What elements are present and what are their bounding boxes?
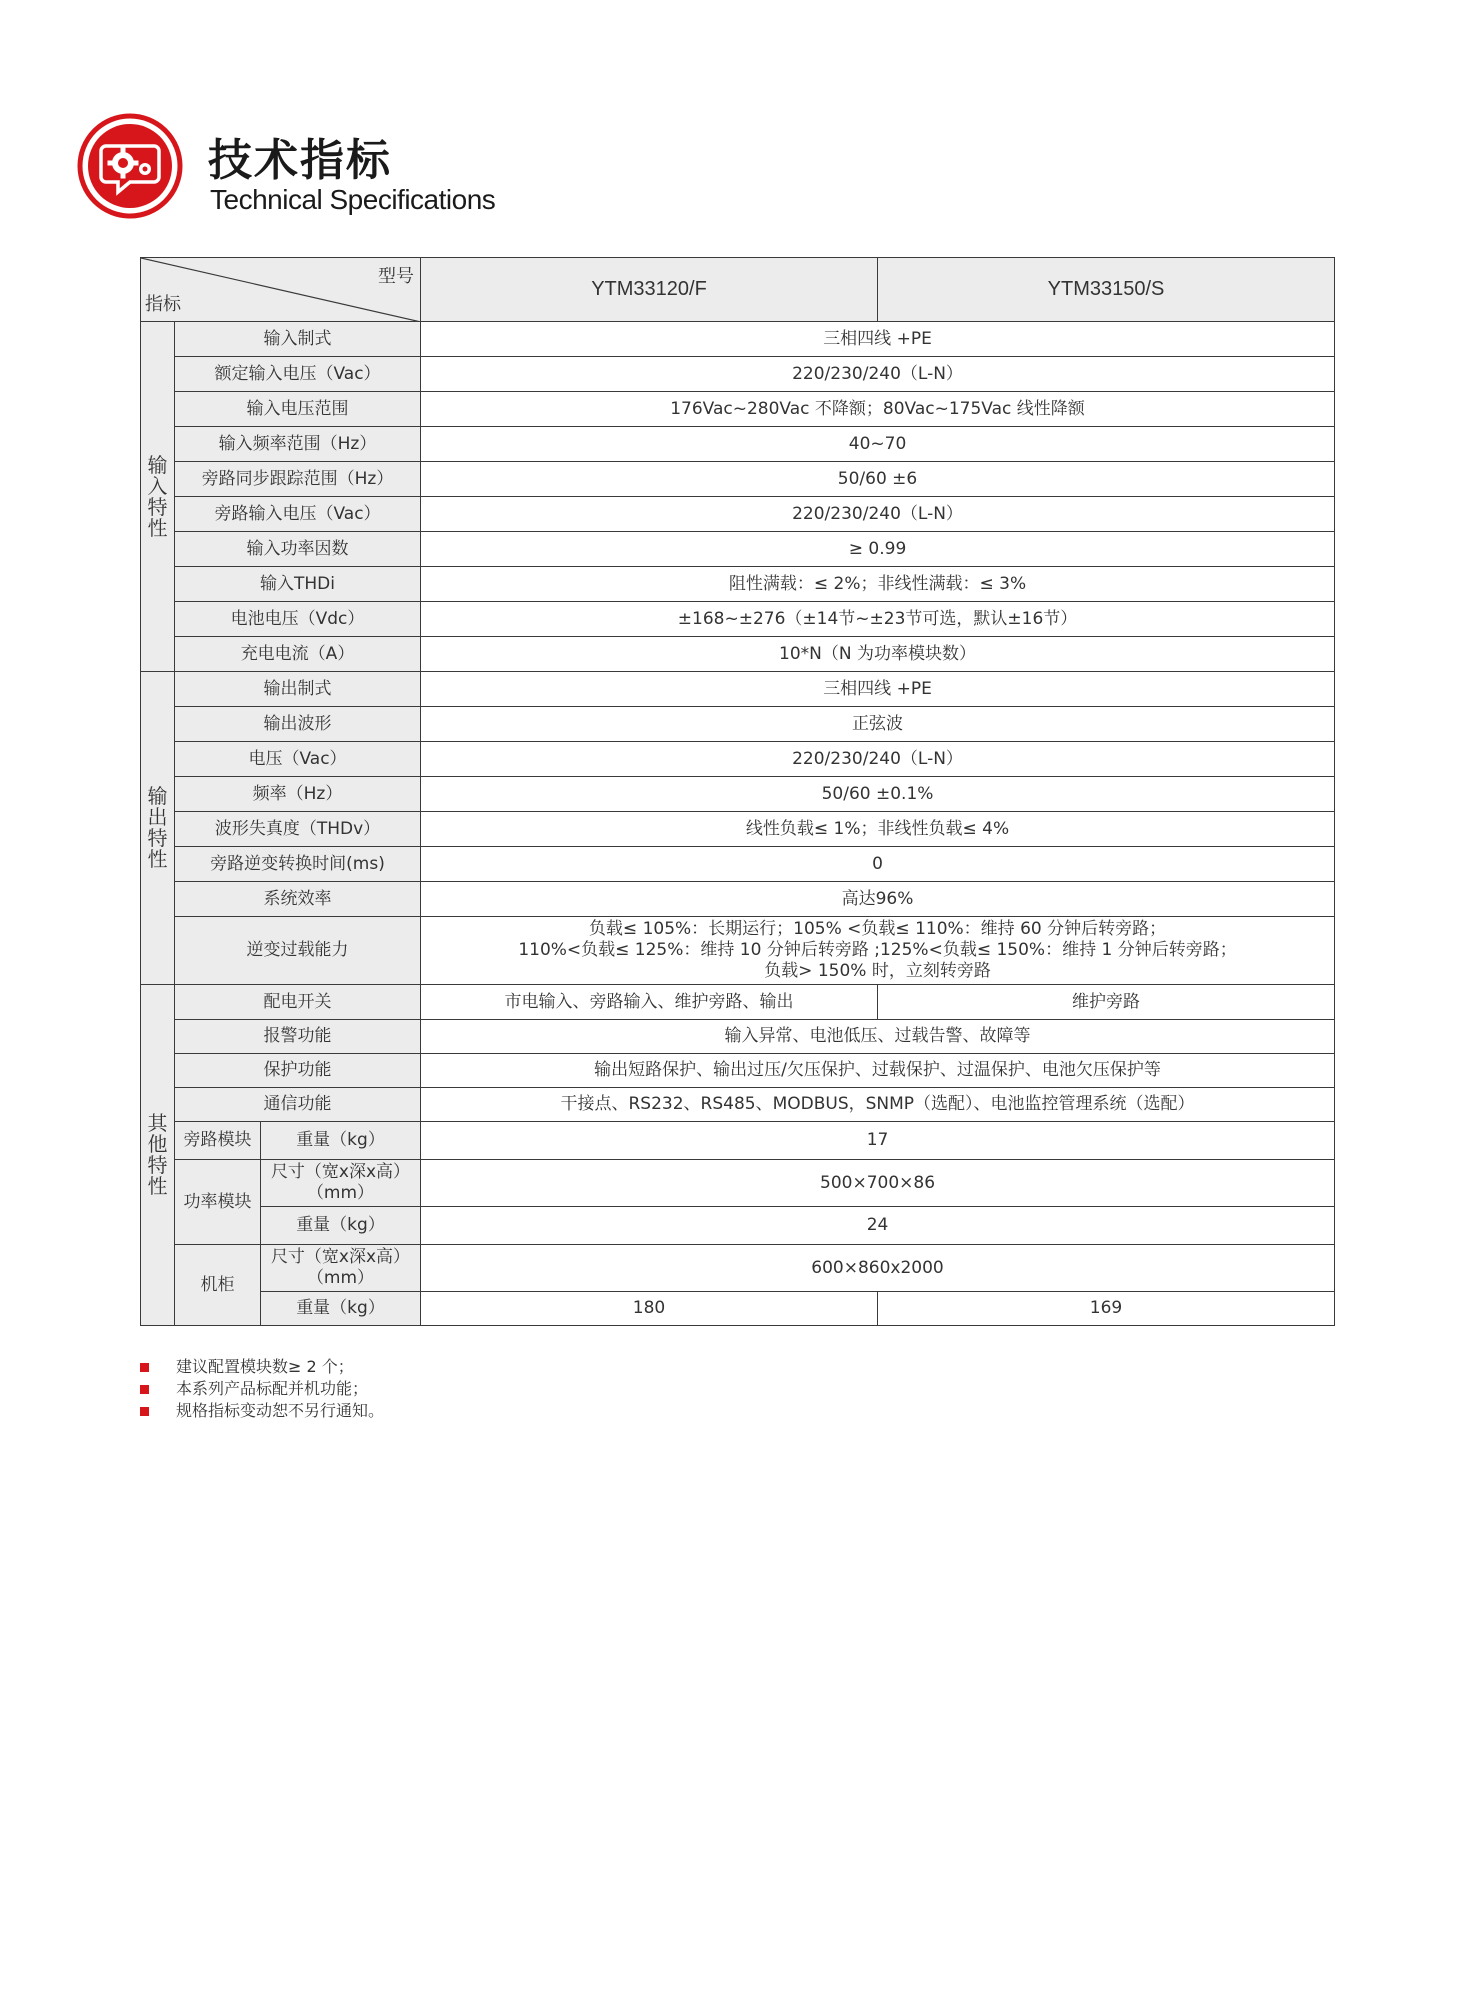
spec-value-overload: 负载≤ 105%：长期运行；105% <负载≤ 110%：维持 60 分钟后转旁路； 110%<负载≤ 125%：维持 10 分钟后转旁路 ;125%<负载≤ 150%：维持 1 分钟后转旁路； 负载> 150% 时，立刻转旁路 bbox=[421, 917, 1335, 985]
spec-value: 线性负载≤ 1%；非线性负载≤ 4% bbox=[421, 812, 1335, 847]
spec-label: 重量（kg） bbox=[261, 1207, 421, 1245]
spec-value: 高达96% bbox=[421, 882, 1335, 917]
spec-value: 40~70 bbox=[421, 427, 1335, 462]
spec-value: 50/60 ±0.1% bbox=[421, 777, 1335, 812]
spec-label: 输出波形 bbox=[175, 707, 421, 742]
spec-label: 输出制式 bbox=[175, 672, 421, 707]
spec-label: 频率（Hz） bbox=[175, 777, 421, 812]
spec-value: 600×860x2000 bbox=[421, 1245, 1335, 1292]
spec-value: 24 bbox=[421, 1207, 1335, 1245]
spec-value: 三相四线 +PE bbox=[421, 672, 1335, 707]
spec-label: 系统效率 bbox=[175, 882, 421, 917]
spec-label: 旁路逆变转换时间(ms) bbox=[175, 847, 421, 882]
model-header-label: 型号 bbox=[378, 266, 415, 287]
spec-label: 输入功率因数 bbox=[175, 532, 421, 567]
spec-label: 尺寸（宽x深x高） （mm） bbox=[261, 1160, 421, 1207]
spec-header-label: 指标 bbox=[145, 294, 181, 315]
page-subtitle: Technical Specifications bbox=[210, 184, 496, 215]
note-item: 规格指标变动恕不另行通知。 bbox=[140, 1400, 384, 1422]
group-bypass-module: 旁路模块 bbox=[175, 1122, 261, 1160]
spec-table bbox=[140, 257, 1335, 1326]
spec-value: 输出短路保护、输出过压/欠压保护、过载保护、过温保护、电池欠压保护等 bbox=[421, 1054, 1335, 1088]
spec-label: 电压（Vac） bbox=[175, 742, 421, 777]
spec-label: 报警功能 bbox=[175, 1020, 421, 1054]
spec-value: 输入异常、电池低压、过载告警、故障等 bbox=[421, 1020, 1335, 1054]
spec-label: 旁路输入电压（Vac） bbox=[175, 497, 421, 532]
spec-value: 220/230/240（L-N） bbox=[421, 357, 1335, 392]
bullet-square-icon bbox=[140, 1407, 149, 1416]
spec-label: 电池电压（Vdc） bbox=[175, 602, 421, 637]
spec-value: 220/230/240（L-N） bbox=[421, 497, 1335, 532]
spec-value: 176Vac~280Vac 不降额；80Vac~175Vac 线性降额 bbox=[421, 392, 1335, 427]
bullet-square-icon bbox=[140, 1363, 149, 1372]
spec-value: 0 bbox=[421, 847, 1335, 882]
spec-value: 三相四线 +PE bbox=[421, 322, 1335, 357]
spec-label: 配电开关 bbox=[175, 985, 421, 1020]
spec-value: 阻性满载：≤ 2%；非线性满载：≤ 3% bbox=[421, 567, 1335, 602]
spec-label: 额定输入电压（Vac） bbox=[175, 357, 421, 392]
spec-value: 17 bbox=[421, 1122, 1335, 1160]
spec-value: ≥ 0.99 bbox=[421, 532, 1335, 567]
bullet-square-icon bbox=[140, 1385, 149, 1394]
category-other: 其 他 特 性 bbox=[141, 985, 175, 1326]
spec-value: 市电输入、旁路输入、维护旁路、输出 bbox=[421, 985, 878, 1020]
spec-value: 干接点、RS232、RS485、MODBUS，SNMP（选配）、电池监控管理系统（选配） bbox=[421, 1088, 1335, 1122]
spec-value: 500×700×86 bbox=[421, 1160, 1335, 1207]
table-corner-header bbox=[141, 258, 421, 322]
spec-value: 维护旁路 bbox=[878, 985, 1335, 1020]
spec-label: 充电电流（A） bbox=[175, 637, 421, 672]
group-power-module: 功率模块 bbox=[175, 1160, 261, 1245]
gear-chat-icon bbox=[76, 112, 184, 220]
spec-label: 波形失真度（THDv） bbox=[175, 812, 421, 847]
spec-label: 输入THDi bbox=[175, 567, 421, 602]
category-output: 输 出 特 性 bbox=[141, 672, 175, 985]
spec-value: ±168~±276（±14节~±23节可选，默认±16节） bbox=[421, 602, 1335, 637]
spec-label: 输入制式 bbox=[175, 322, 421, 357]
page-header bbox=[76, 112, 676, 232]
spec-value: 10*N（N 为功率模块数） bbox=[421, 637, 1335, 672]
spec-value: 169 bbox=[878, 1292, 1335, 1326]
spec-value: 220/230/240（L-N） bbox=[421, 742, 1335, 777]
spec-value: 正弦波 bbox=[421, 707, 1335, 742]
spec-label: 输入电压范围 bbox=[175, 392, 421, 427]
footnotes bbox=[140, 1356, 384, 1422]
spec-label: 旁路同步跟踪范围（Hz） bbox=[175, 462, 421, 497]
spec-label: 逆变过载能力 bbox=[175, 917, 421, 985]
spec-label: 重量（kg） bbox=[261, 1122, 421, 1160]
spec-label: 输入频率范围（Hz） bbox=[175, 427, 421, 462]
note-item: 建议配置模块数≥ 2 个； bbox=[140, 1356, 384, 1378]
spec-label: 通信功能 bbox=[175, 1088, 421, 1122]
spec-label: 尺寸（宽x深x高） （mm） bbox=[261, 1245, 421, 1292]
category-input: 输 入 特 性 bbox=[141, 322, 175, 672]
model-column-header: YTM33120/F bbox=[421, 258, 878, 322]
page-title: 技术指标 bbox=[208, 135, 392, 186]
spec-label: 保护功能 bbox=[175, 1054, 421, 1088]
group-cabinet: 机柜 bbox=[175, 1245, 261, 1326]
note-item: 本系列产品标配并机功能； bbox=[140, 1378, 384, 1400]
model-column-header: YTM33150/S bbox=[878, 258, 1335, 322]
spec-value: 180 bbox=[421, 1292, 878, 1326]
spec-label: 重量（kg） bbox=[261, 1292, 421, 1326]
spec-value: 50/60 ±6 bbox=[421, 462, 1335, 497]
